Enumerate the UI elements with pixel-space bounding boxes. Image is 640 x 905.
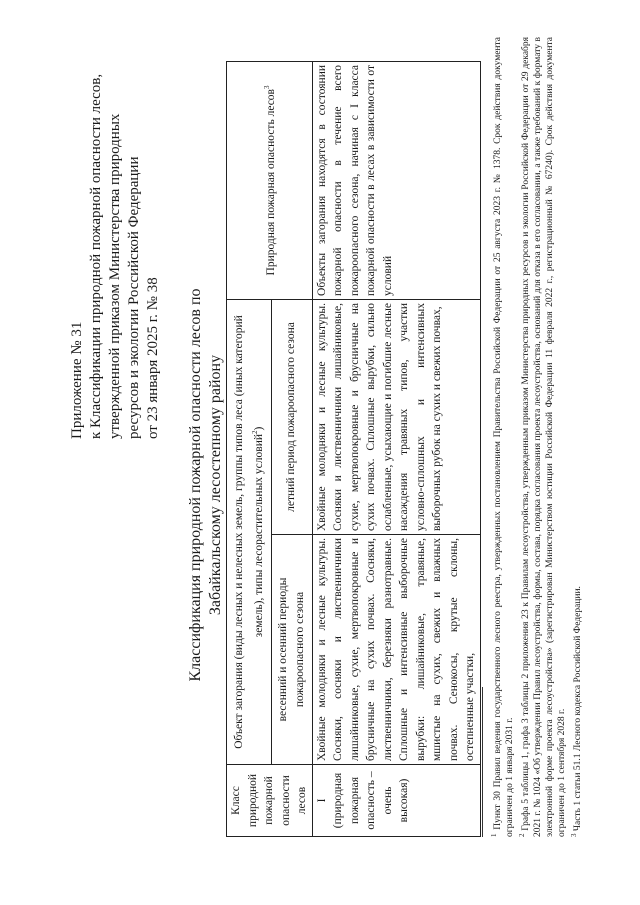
- appendix-date: от 23 января 2025 г. № 38: [145, 277, 161, 439]
- header-summer: летний период пожароопасного сезона: [271, 299, 312, 534]
- footnotes: [488, 37, 584, 837]
- class-number: I: [315, 798, 328, 803]
- appendix-number: Приложение № 31: [69, 321, 85, 439]
- appendix-ref-line: утвержденной приказом Министерства природных: [107, 113, 123, 439]
- footnote: $^1$ Пункт 30 Правил ведения государственного лесного реестра, утвержденных постановлением Правительства Российской Федерации от 25 августа 2023 г. № 1378. Срок действия документа ограничен до 1 января 2031 г.: [490, 36, 516, 837]
- document-title: [186, 205, 226, 765]
- table-header-row: [227, 61, 272, 836]
- header-natural-danger: Природная пожарная опасность лесов$^3$: [227, 61, 313, 299]
- summer-cell: Хвойные молодняки и лесные культуры. Сосняки и лиственничники лишайниковые, сухие, мертвопокровные и брусничные на сухих почвах. Сплошные вырубки, сильно ослабленные, усыхающие и погибшие лесные насаждения травяных типов, участки условно-сплошных и интенсивных выборочных рубок на сухих и свежих почвах,: [312, 299, 480, 534]
- class-description: (природная пожарная опасность – очень высокая): [332, 771, 410, 830]
- header-class: Класс природной пожарной опасности лесов: [227, 765, 313, 837]
- class-cell: [312, 765, 480, 837]
- footnote: $^2$ Графа 5 таблицы 1, графа 3 таблицы 2 приложения 23 к Правилам лесоустройства, утвержденным приказом Министерства природных ресурсов и экологии Российской Федерации от 29 декабря 2021 г. № 1024 «Об утверждении Правил лесоустройства, формы, состава, порядка согласования проекта лесоустройства, оснований для отказа в его согласовании, а также требований к формату в электронной форме проекта лесоустройства» (зарегистрирован Министерством юстиции Российской Федерации 11 февраля 2022 г., регистрационный № 67240). Срок действия документа ограничен до 1 сентября 2028 г.: [518, 36, 568, 837]
- footnote: $^3$ Часть 1 статьи 51.1 Лесного кодекса Российской Федерации.: [570, 586, 584, 837]
- title-line: Классификация природной пожарной опасности лесов по: [187, 288, 204, 682]
- header-spring-autumn: весенний и осенний периоды пожароопасного сезона: [271, 535, 312, 765]
- appendix-ref-line: ресурсов и экологии Российской Федерации: [126, 156, 142, 439]
- appendix-header: [68, 19, 163, 439]
- spring-autumn-cell: Хвойные молодняки и лесные культуры. Сосняки, сосняки и лиственничники лишайниковые, сухие, мертвопокровные и брусничные на сухих почвах. Сосняки, лиственничники, березняки разнотравные. Сплошные и интенсивные выборочные вырубки: лишайниковые, травяные, мшистые на сухих, свежих и влажных почвах. Сенокосы, крутые склоны, остепненные участки,: [312, 535, 480, 765]
- fire-danger-table: [226, 61, 481, 837]
- title-line: Забайкальскому лесостепному району: [207, 354, 224, 616]
- appendix-ref-line: к Классификации природной пожарной опасности лесов,: [88, 73, 104, 439]
- natural-danger-cell: Объекты загорания находятся в состоянии пожарной опасности в течение всего пожароопасного сезона, начиная с I класса пожарной опасности в лесах в зависимости от условий: [312, 61, 480, 299]
- footnote-separator: [482, 687, 483, 837]
- table-row: [312, 61, 480, 836]
- header-object: Объект загорания (виды лесных и нелесных земель, группы типов леса (иных категорий земель), типы лесорастительных условий$^2$): [227, 299, 272, 764]
